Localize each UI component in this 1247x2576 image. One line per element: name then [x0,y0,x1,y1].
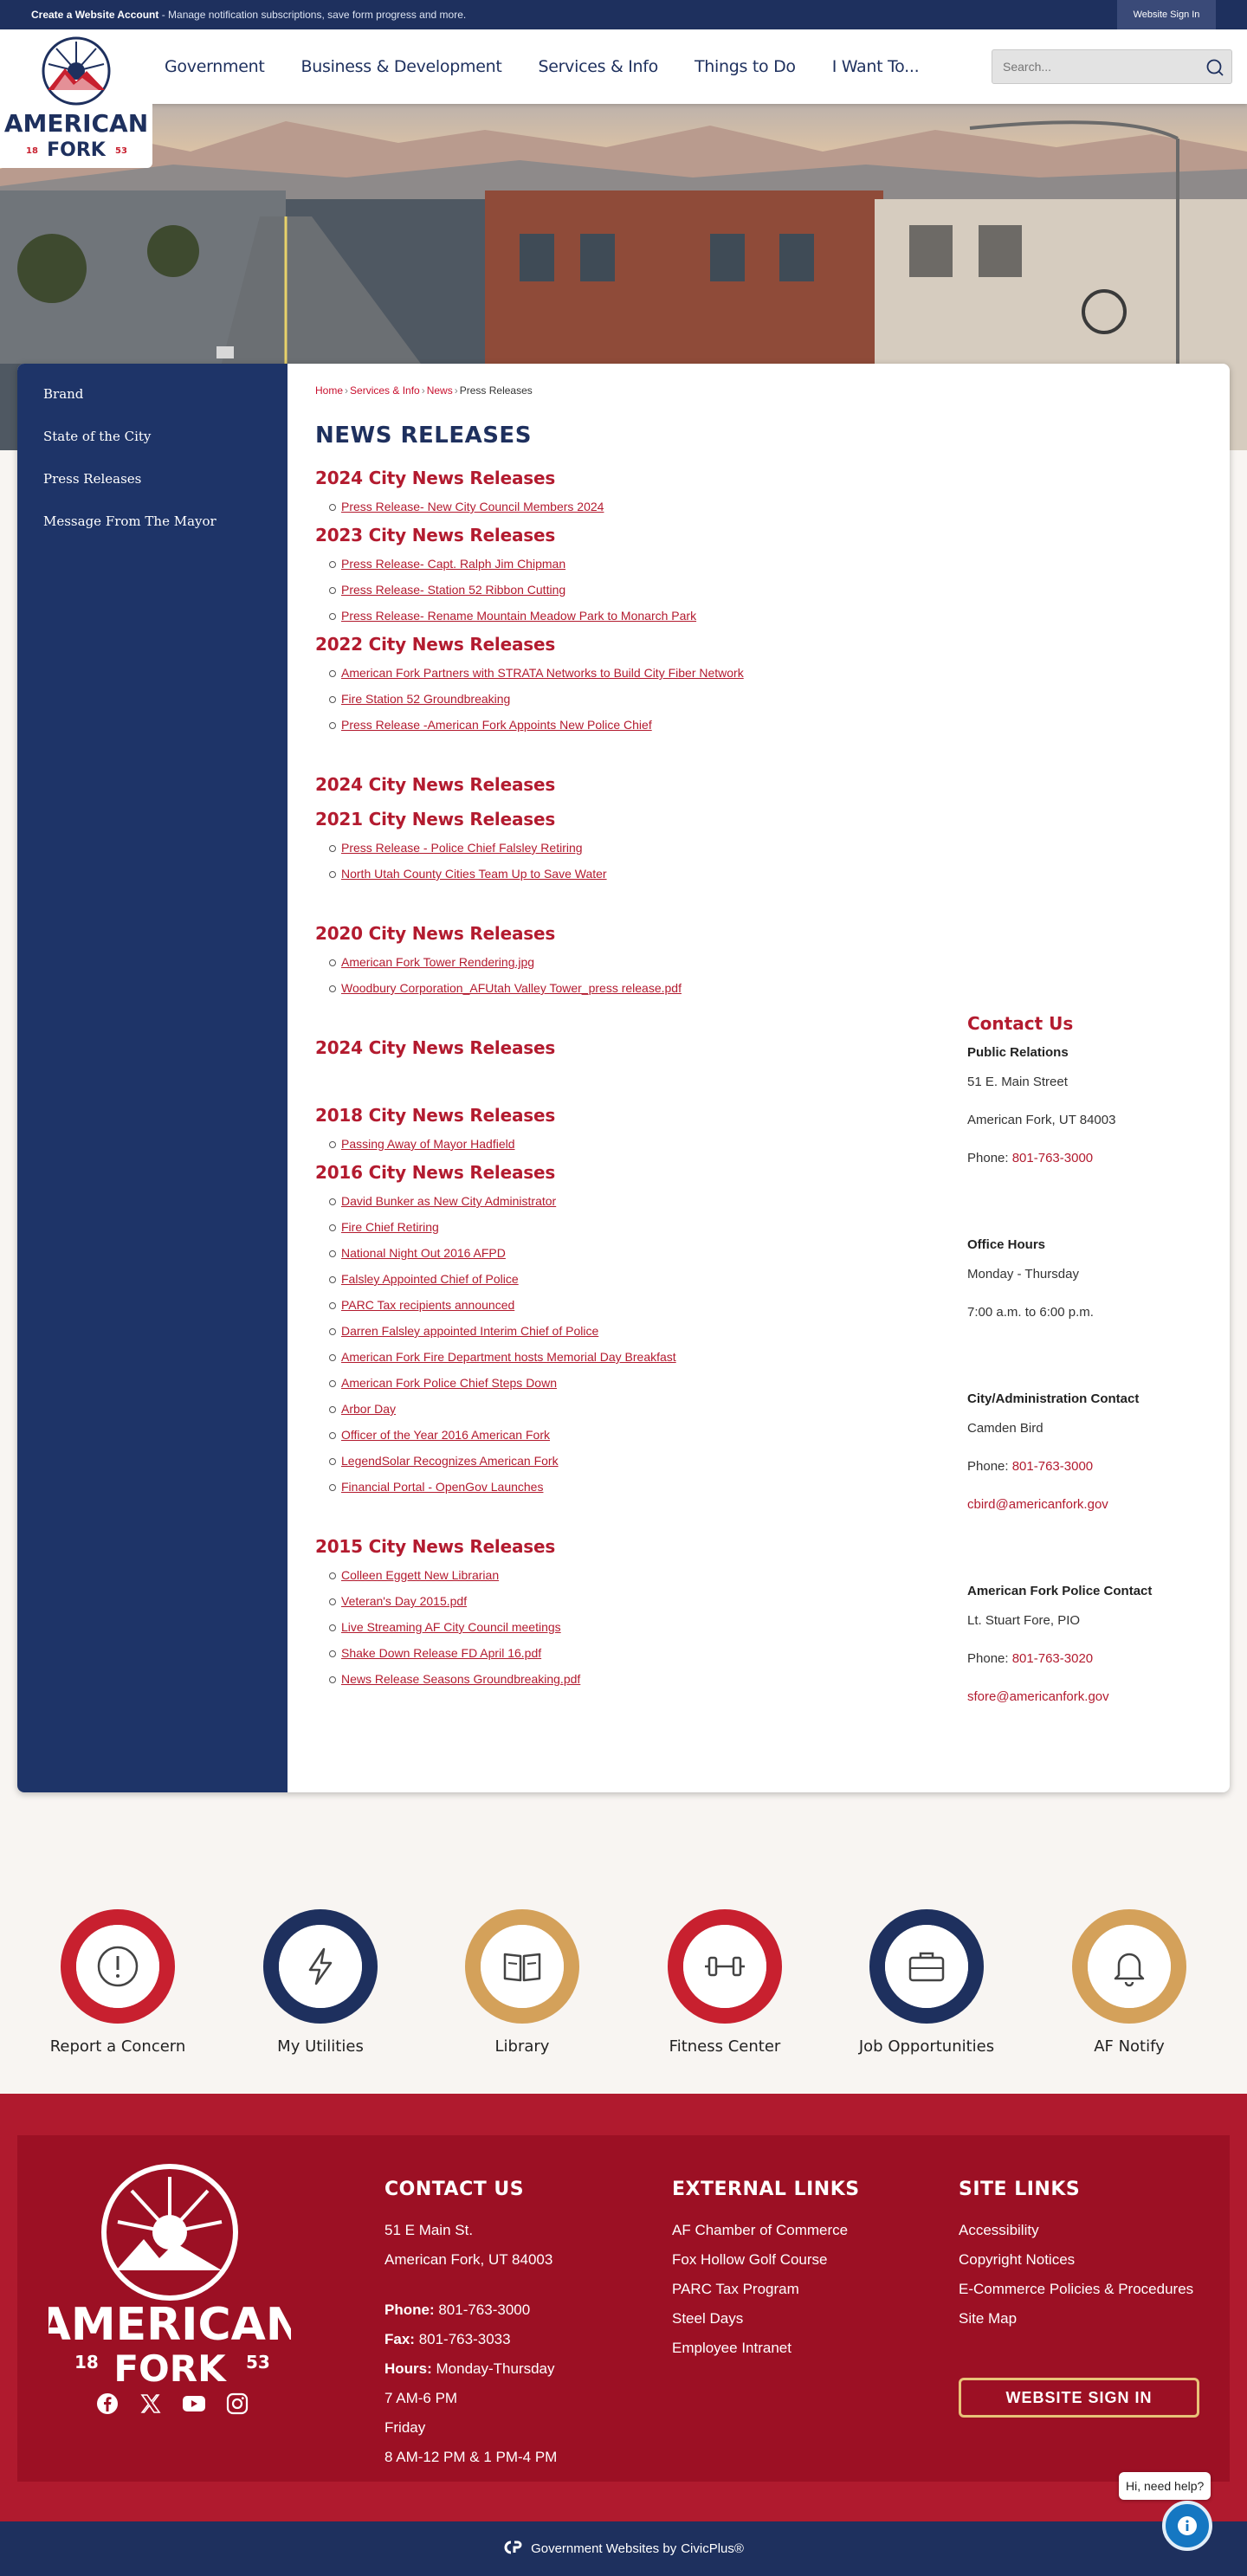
main-nav [165,29,955,104]
sidebar-item-press-releases[interactable]: Press Releases [43,470,142,487]
footer-external-col [672,2179,860,2363]
logo-year-right: 53 [115,146,127,156]
news-section-2018 [315,1105,939,1157]
civicplus-logo-icon [503,2540,522,2558]
footer-address1: 51 E Main St. [384,2222,474,2238]
footer-site-link[interactable]: Copyright Notices [959,2251,1076,2268]
list-item [329,494,939,520]
civicplus-link[interactable]: CivicPlus® [681,2541,744,2556]
nav-business-development[interactable]: Business & Development [300,57,502,76]
list-item [329,686,939,712]
news-link[interactable]: Fire Station 52 Groundbreaking [341,692,511,706]
footer-phone-number[interactable]: 801-763-3000 [434,2302,531,2318]
footer-panel [17,2135,1230,2482]
quicklink-label: Fitness Center [669,2037,781,2056]
news-link[interactable]: Passing Away of Mayor Hadfield [341,1137,515,1151]
news-section-2024 [315,468,939,520]
quicklink-circle [869,1909,984,2024]
phone-label: Phone: [967,1459,1012,1474]
hours-days: Monday - Thursday [967,1267,1079,1282]
list-item [329,712,939,738]
footer-contact-col [384,2179,557,2472]
footer-site-link[interactable]: Site Map [959,2310,1018,2327]
news-section-2024-c [315,1037,939,1058]
footer-fax-number: 801-763-3033 [414,2331,511,2347]
facebook-icon[interactable] [95,2392,120,2416]
news-link[interactable]: Darren Falsley appointed Interim Chief of Police [341,1324,599,1338]
news-link[interactable]: Woodbury Corporation_AFUtah Valley Tower_press release.pdf [341,981,682,995]
sidebar-item-message-from-mayor[interactable]: Message From The Mayor [43,513,216,529]
quicklink-library[interactable] [436,1909,609,2056]
page-title: NEWS RELEASES [315,423,532,449]
footer-site-link[interactable]: Accessibility [959,2222,1039,2238]
bell-icon [1107,1944,1152,1989]
quicklink-circle [668,1909,782,2024]
contact-title: Contact Us [967,1013,1074,1034]
sidebar-item-brand[interactable]: Brand [43,385,84,402]
dumbbell-icon [702,1944,747,1989]
contact-us-sidebar [967,1013,1210,1716]
create-account-banner [31,9,466,21]
footer-logo-fork: FORK [113,2347,226,2390]
list-item [329,1396,939,1422]
pr-phone-link[interactable]: 801-763-3000 [1011,1151,1094,1165]
breadcrumb-current: Press Releases [459,384,533,397]
list-item [329,1214,939,1240]
news-link[interactable]: News Release Seasons Groundbreaking.pdf [341,1672,581,1686]
news-link[interactable]: Press Release - Police Chief Falsley Retiring [341,841,583,855]
instagram-icon[interactable] [225,2392,249,2416]
quicklink-circle [61,1909,175,2024]
quicklink-circle [1072,1909,1186,2024]
section-heading: 2015 City News Releases [315,1536,556,1557]
quicklink-label: Library [494,2037,550,2056]
news-link[interactable]: Financial Portal - OpenGov Launches [341,1480,544,1494]
sidebar-nav [17,364,288,1792]
news-link[interactable]: Falsley Appointed Chief of Police [341,1272,519,1286]
section-heading: 2016 City News Releases [315,1162,556,1183]
police-phone [967,1640,1210,1678]
footer-external-link[interactable]: Employee Intranet [672,2340,791,2356]
content-area [315,364,939,1692]
footer-contact-title: CONTACT US [384,2179,525,2200]
news-link[interactable]: Fire Chief Retiring [341,1220,439,1234]
news-link[interactable]: David Bunker as New City Administrator [341,1194,557,1208]
police-contact-label: American Fork Police Contact [967,1584,1153,1598]
list-item [329,861,939,887]
footer-external-link[interactable]: AF Chamber of Commerce [672,2222,849,2238]
nav-i-want-to[interactable]: I Want To... [831,57,920,76]
logo-text-fork: FORK [47,139,106,161]
nav-government[interactable]: Government [165,57,265,76]
footer-hours [384,2354,557,2384]
news-link[interactable]: Colleen Eggett New Librarian [341,1568,500,1582]
pr-phone [967,1140,1210,1178]
chat-button[interactable] [1162,2501,1212,2551]
pr-label: Public Relations [967,1045,1069,1060]
news-link[interactable]: American Fork Fire Department hosts Memorial Day Breakfast [341,1350,676,1364]
news-link[interactable]: Shake Down Release FD April 16.pdf [341,1646,542,1660]
section-heading: 2020 City News Releases [315,923,556,944]
news-section-2023 [315,525,939,629]
admin-phone [967,1448,1210,1486]
quicklink-label: Report a Concern [49,2037,186,2056]
pr-address-line2: American Fork, UT 84003 [967,1113,1116,1127]
youtube-icon[interactable] [182,2392,206,2416]
footer-site-link[interactable]: E-Commerce Policies & Procedures [959,2281,1194,2297]
create-account-description: - Manage notification subscriptions, save form progress and more. [158,9,467,21]
footer-phone [384,2295,557,2325]
hours-time: 7:00 a.m. to 6:00 p.m. [967,1305,1094,1320]
quicklink-my-utilities[interactable] [234,1909,407,2056]
section-heading: 2023 City News Releases [315,525,556,546]
news-link[interactable]: American Fork Partners with STRATA Networks to Build City Fiber Network [341,666,744,680]
chat-bubble[interactable]: Hi, need help? [1119,2472,1211,2500]
news-link[interactable]: Press Release- New City Council Members 2024 [341,500,604,513]
top-signin-button[interactable]: Website Sign In [1117,0,1216,29]
list-item [329,1474,939,1500]
quick-links [0,1909,1247,2065]
footer-site-col [959,2179,1210,2334]
bottom-credit-text: Government Websites by [531,2541,677,2556]
phone-label: Phone: [967,1151,1012,1165]
breadcrumb-separator: › [345,384,349,397]
breadcrumb-news[interactable]: News [426,384,453,397]
info-icon [1177,2515,1198,2536]
list-item [329,603,939,629]
section-heading: 2021 City News Releases [315,809,556,830]
footer-external-link[interactable]: Steel Days [672,2310,744,2327]
news-link[interactable]: LegendSolar Recognizes American Fork [341,1454,559,1468]
list-item [329,660,939,686]
section-heading: 2024 City News Releases [315,1037,556,1058]
main-content-card [17,364,1230,1792]
top-utility-bar [0,0,1247,29]
list-item [329,1292,939,1318]
breadcrumb [315,384,939,397]
pr-address-line1: 51 E. Main Street [967,1075,1068,1089]
breadcrumb-separator: › [421,384,425,397]
footer-external-link[interactable]: Fox Hollow Golf Course [672,2251,828,2268]
social-links [95,2392,249,2416]
search-box [992,49,1232,84]
list-item [329,1614,939,1640]
news-link[interactable]: Press Release -American Fork Appoints New Police Chief [341,718,652,732]
city-logo[interactable] [0,29,152,168]
search-icon[interactable] [1205,58,1224,81]
alert-icon [95,1944,140,1989]
hours-label: Office Hours [967,1237,1046,1252]
admin-email [967,1486,1210,1524]
news-section-2024-b [315,774,939,795]
list-item [329,1188,939,1214]
list-item [329,1640,939,1666]
news-link[interactable]: Press Release- Capt. Ralph Jim Chipman [341,557,566,571]
footer-hours-days: Monday-Thursday [431,2360,555,2377]
breadcrumb-home[interactable]: Home [315,384,344,397]
news-link[interactable]: Veteran's Day 2015.pdf [341,1594,468,1608]
admin-phone-link[interactable]: 801-763-3000 [1011,1459,1094,1474]
news-section-2020 [315,923,939,1001]
section-heading: 2024 City News Releases [315,468,556,488]
site-footer [0,2094,1247,2521]
list-item [329,1666,939,1692]
footer-logo-american: AMERICAN [48,2299,291,2351]
quicklink-report-concern[interactable] [31,1909,204,2056]
list-item [329,835,939,861]
admin-name: Camden Bird [967,1421,1043,1436]
create-account-link[interactable]: Create a Website Account [31,9,159,21]
breadcrumb-services[interactable]: Services & Info [350,384,420,397]
news-link[interactable]: National Night Out 2016 AFPD [341,1246,506,1260]
quicklink-circle [465,1909,579,2024]
news-section-2022 [315,634,939,738]
admin-contact-label: City/Administration Contact [967,1391,1140,1406]
news-link[interactable]: Live Streaming AF City Council meetings [341,1620,561,1634]
news-link[interactable]: American Fork Police Chief Steps Down [341,1376,557,1390]
section-heading: 2018 City News Releases [315,1105,556,1126]
list-item [329,1422,939,1448]
footer-external-link[interactable]: PARC Tax Program [672,2281,799,2297]
quicklink-job-opportunities[interactable] [840,1909,1013,2056]
news-link[interactable]: North Utah County Cities Team Up to Save Water [341,867,607,881]
news-section-2016 [315,1162,939,1500]
police-email-link[interactable]: sfore@americanfork.gov [967,1689,1109,1704]
footer-site-title: SITE LINKS [959,2179,1081,2200]
bottom-bar [0,2521,1247,2576]
footer-logo-year-right: 53 [246,2352,270,2373]
book-icon [500,1944,545,1989]
list-item [329,1344,939,1370]
lightning-icon [298,1944,343,1989]
list-item [329,1370,939,1396]
admin-email-link[interactable]: cbird@americanfork.gov [967,1497,1108,1512]
x-twitter-icon[interactable] [139,2392,163,2416]
list-item [329,1131,939,1157]
section-heading: 2022 City News Releases [315,634,556,655]
nav-services-info[interactable]: Services & Info [538,57,658,76]
sidebar-item-state-of-the-city[interactable]: State of the City [43,428,152,444]
footer-address2: American Fork, UT 84003 [384,2251,553,2268]
footer-hours-time: 7 AM-6 PM [384,2390,458,2406]
quicklink-label: My Utilities [277,2037,364,2056]
footer-fax [384,2325,557,2354]
list-item [329,551,939,577]
police-phone-link[interactable]: 801-763-3020 [1011,1651,1094,1666]
hours-label: Hours: [384,2360,432,2377]
nav-things-to-do[interactable]: Things to Do [694,57,796,76]
list-item [329,1318,939,1344]
quicklink-af-notify[interactable] [1043,1909,1216,2056]
quicklink-fitness-center[interactable] [638,1909,811,2056]
list-item [329,577,939,603]
news-link[interactable]: Arbor Day [341,1402,397,1416]
list-item [329,949,939,975]
news-link[interactable]: Press Release- Station 52 Ribbon Cutting [341,583,566,597]
list-item [329,1562,939,1588]
section-heading: 2024 City News Releases [315,774,556,795]
fax-label: Fax: [384,2331,415,2347]
quicklink-label: Job Opportunities [858,2037,995,2056]
news-section-2015 [315,1536,939,1692]
list-item [329,1448,939,1474]
breadcrumb-separator: › [454,384,458,397]
footer-signin-button[interactable]: WEBSITE SIGN IN [959,2378,1199,2418]
footer-friday-time: 8 AM-12 PM & 1 PM-4 PM [384,2449,558,2465]
briefcase-icon [904,1944,949,1989]
footer-external-title: EXTERNAL LINKS [672,2179,860,2200]
news-link[interactable]: American Fork Tower Rendering.jpg [341,955,535,969]
logo-year-left: 18 [26,146,38,156]
footer-friday: Friday [384,2419,426,2436]
news-link[interactable]: PARC Tax recipients announced [341,1298,515,1312]
phone-label: Phone: [384,2302,435,2318]
police-name: Lt. Stuart Fore, PIO [967,1613,1081,1628]
list-item [329,975,939,1001]
police-email [967,1678,1210,1716]
list-item [329,1240,939,1266]
logo-text-american: AMERICAN [3,109,149,138]
search-input[interactable] [992,50,1200,83]
site-header [0,29,1247,104]
news-link[interactable]: Officer of the Year 2016 American Fork [341,1428,550,1442]
news-link[interactable]: Press Release- Rename Mountain Meadow Park to Monarch Park [341,609,697,623]
footer-logo-year-left: 18 [74,2352,99,2373]
quicklink-label: AF Notify [1094,2037,1165,2056]
footer-logo[interactable] [48,2156,291,2394]
list-item [329,1588,939,1614]
list-item [329,1266,939,1292]
quicklink-circle [263,1909,378,2024]
news-section-2021 [315,809,939,887]
phone-label: Phone: [967,1651,1012,1666]
